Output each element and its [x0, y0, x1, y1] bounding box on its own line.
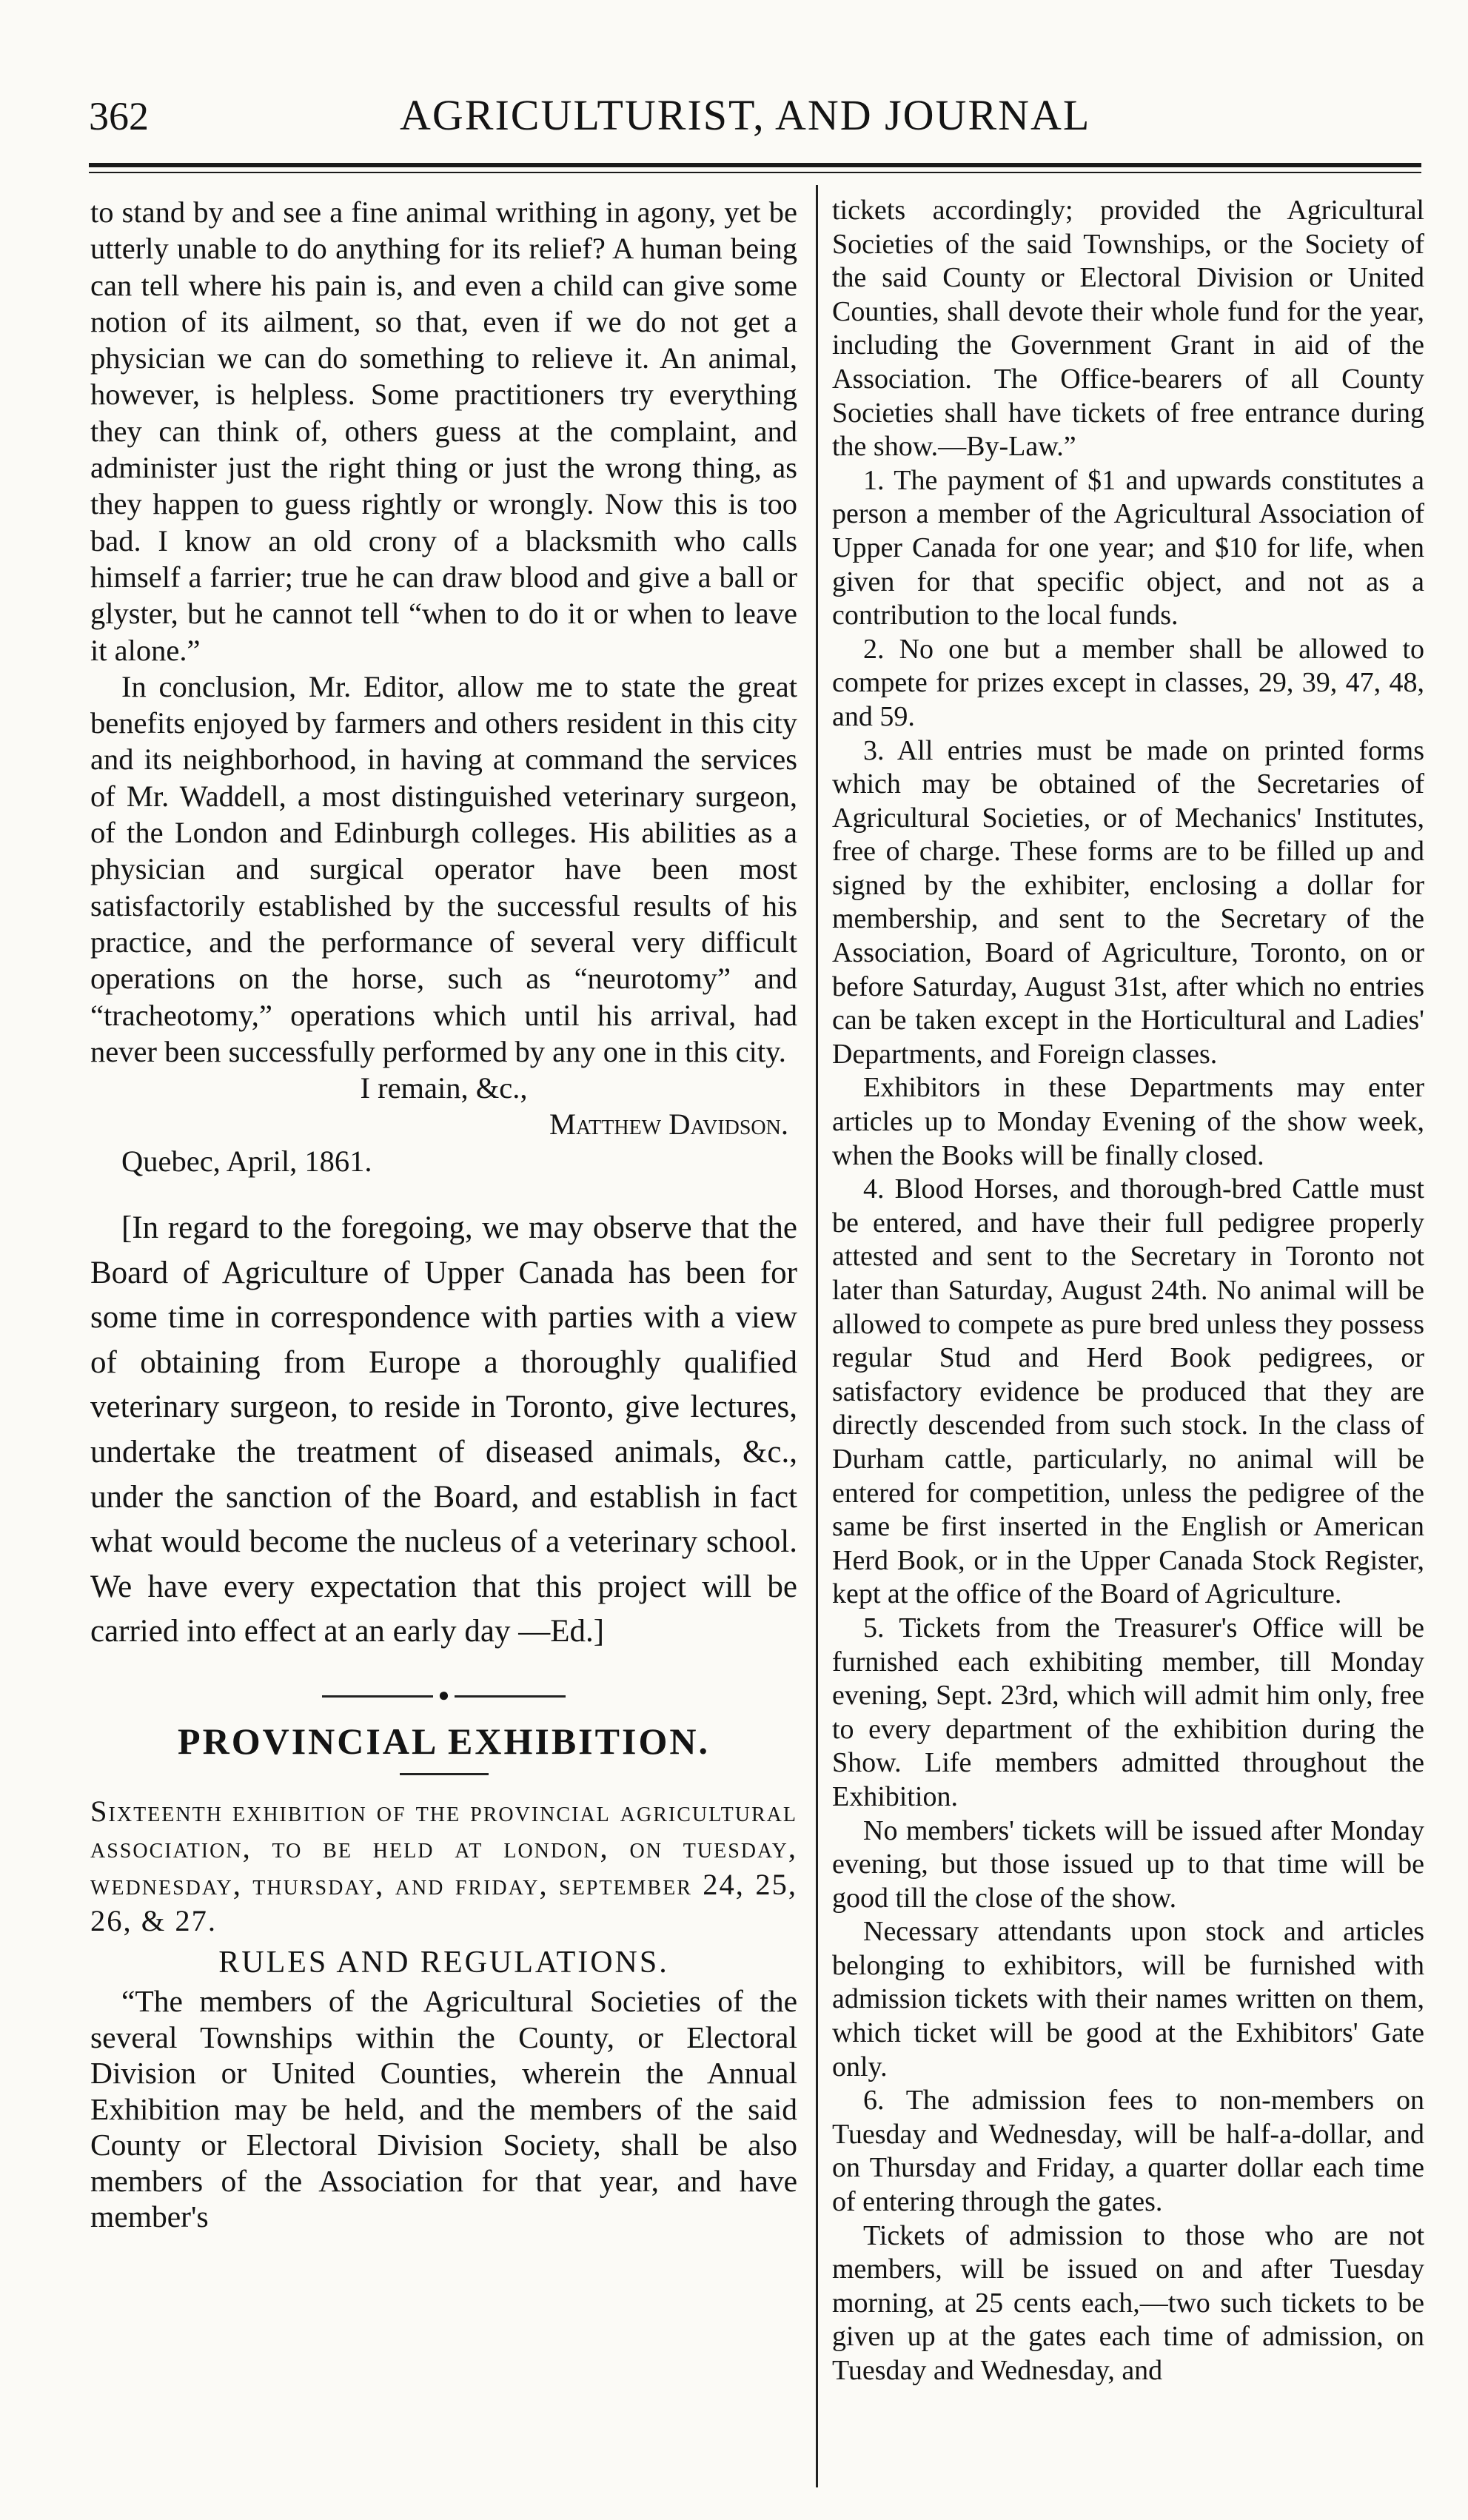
- rules-paragraph: tickets accordingly; provided the Agricultural Societies of the said Townships, or the Society of the said County or Electoral Division or United Counties, shall devote their whole fund for the year, including the Government Grant in aid of the Association. The Office-bearers of all County Societies shall have tickets of free entrance during the show.—By-Law.”: [832, 195, 1424, 463]
- section-ornament: ●: [90, 1684, 797, 1706]
- rules-heading: RULES AND REGULATIONS.: [218, 1946, 669, 1980]
- rule-item: 5. Tickets from the Treasurer's Office will be furnished each exhibiting member, till Monday evening, Sept. 23rd, which will admit him only, free to every department of the exhibition during the Show. Life members admitted throughout the Exhibition.: [832, 1612, 1424, 1812]
- editor-note: [In regard to the foregoing, we may observe that the Board of Agriculture of Upper Canada has been for some time in correspondence with parties with a view of obtaining from Europe a thoroughly qualified veterinary surgeon, to reside in Toronto, give lectures, undertake the treatment of diseased animals, &c., under the sanction of the Board, and establish in fact what would become the nucleus of a veterinary school. We have every expectation that this project will be carried into effect at an early day —Ed.]: [90, 1210, 797, 1649]
- header-rule-thin: [89, 172, 1421, 173]
- section-subtitle: Sixteenth exhibition of the provincial agricultural association, to be held at london, on tuesday, wednesday, thursday, and friday, september 24, 25, 26, & 27.: [90, 1794, 797, 1937]
- page-number: 362: [89, 94, 149, 138]
- title-rule: [400, 1773, 489, 1775]
- letter-author: Matthew Davidson.: [549, 1107, 788, 1142]
- rule-item: Exhibitors in these Departments may enter articles up to Monday Evening of the show week, when the Books will be finally closed.: [832, 1072, 1424, 1171]
- rule-item: 3. All entries must be made on printed forms which may be obtained of the Secretaries of Agricultural Societies, or of Mechanics' Institutes, free of charge. These forms are to be filled up and signed by the exhibiter, enclosing a dollar for membership, and sent to the Secretary of the Association, Board of Agriculture, Toronto, on or before Saturday, August 31st, after which no entries can be taken except in the Horticultural and Ladies' Departments, and Foreign classes.: [832, 734, 1424, 1070]
- section-title: PROVINCIAL EXHIBITION.: [178, 1720, 710, 1762]
- rules-body: [90, 1983, 797, 2235]
- letter-dateline: Quebec, April, 1861.: [121, 1144, 372, 1178]
- rule-item: 2. No one but a member shall be allowed to compete for prizes except in classes, 29, 39, 47, 48, and 59.: [832, 633, 1424, 732]
- rule-item: 1. The payment of $1 and upwards constitutes a person a member of the Agricultural Association of Upper Canada for one year; and $10 for life, when given for that specific object, and not as a contribution to the local funds.: [832, 464, 1424, 631]
- rule-item: 6. The admission fees to non-members on Tuesday and Wednesday, will be half-a-dollar, and on Thursday and Friday, a quarter dollar each time of entering through the gates.: [832, 2085, 1424, 2218]
- rule-item: Tickets of admission to those who are not members, will be issued on and after Tuesday morning, at 25 cents each,—two such tickets to be given up at the gates each time of admission, on Tuesday and Wednesday, and: [832, 2219, 1424, 2386]
- rule-item: Necessary attendants upon stock and articles belonging to exhibitors, will be furnished with admission tickets with their names written on them, which ticket will be good at the Exhibitors' Gate only.: [832, 1916, 1424, 2082]
- header-rule: [89, 163, 1421, 167]
- rule-item: 4. Blood Horses, and thorough-bred Cattle must be entered, and have their full pedigree properly attested and sent to the Secretary in Toronto not later than Saturday, August 24th. No animal will be allowed to compete as pure bred unless they possess regular Stud and Herd Book pedigrees, or satisfactory evidence be produced that they are directly descended from such stock. In the class of Durham cattle, particularly, no animal will be entered for competition, unless the pedigree of the same be first inserted in the English or American Herd Book, or in the Upper Canada Stock Register, kept at the office of the Board of Agriculture.: [832, 1173, 1424, 1610]
- rule-item: No members' tickets will be issued after Monday evening, but those issued up to that time will be good till the close of the show.: [832, 1814, 1424, 1914]
- left-column: [90, 194, 797, 2235]
- rules-intro: “The members of the Agricultural Societies of the several Townships within the County, or Electoral Division or United Counties, wherein the Annual Exhibition may be held, and the members of the said County or Electoral Division Society, shall be also members of the Association for that year, and have member's: [90, 1984, 797, 2234]
- running-head: AGRICULTURIST, AND JOURNAL: [400, 91, 1091, 139]
- letter-closing: I remain, &c.,: [360, 1071, 528, 1105]
- letter-paragraph: In conclusion, Mr. Editor, allow me to state the great benefits enjoyed by farmers and others resident in this city and its neighborhood, in having at command the services of Mr. Waddell, a most distinguished veterinary surgeon, of the London and Edinburgh colleges. His abilities as a physician and surgical operator have been most satisfactorily established by the successful results of his practice, and the performance of several very difficult operations on the horse, such as “neurotomy” and “tracheotomy,” operations which until his arrival, had never been successfully performed by any one in this city.: [90, 669, 797, 1068]
- column-divider: [816, 185, 818, 2487]
- page-header: [89, 87, 1421, 154]
- right-column: [832, 194, 1424, 2388]
- letter-paragraph: to stand by and see a fine animal writhing in agony, yet be utterly unable to do anything for its relief? A human being can tell where his pain is, and even a child can give some notion of its ailment, so that, even if we do not get a physician we can do something to relieve it. An animal, however, is helpless. Some practitioners try everything they can think of, others guess at the complaint, and administer just the right thing or just the wrong thing, as they happen to guess rightly or wrongly. Now this is too bad. I know an old crony of a blacksmith who calls himself a farrier; true he can draw blood and give a ball or glyster, but he cannot tell “when to do it or when to leave it alone.”: [90, 195, 797, 667]
